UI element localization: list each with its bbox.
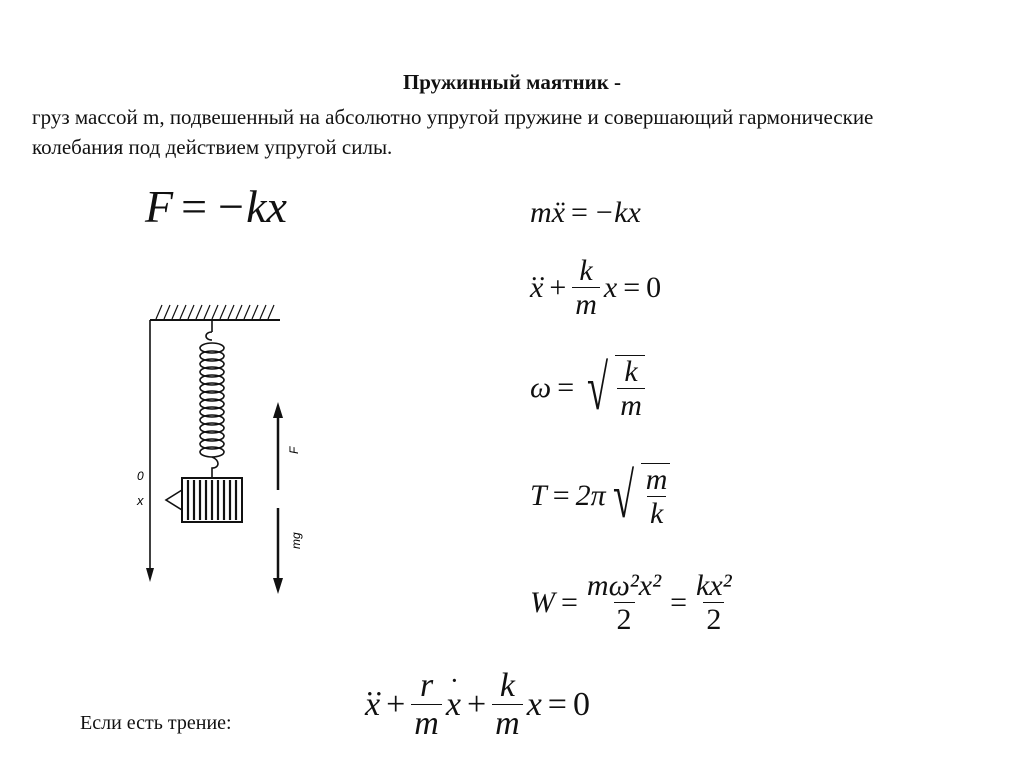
ceiling-hatch [156, 305, 274, 319]
newton-law-formula: mẍ = −kx [530, 196, 641, 229]
slide-description: груз массой m, подвешенный на абсолютно упругой пружине и совершающий гармонические колебания под действием упругой силы. [32, 105, 874, 159]
energy-formula: W = $\frac{\text{mω²x²}}{2}$ = $\frac{\text{kx²}}{2}$ [530, 569, 732, 636]
angular-frequency-formula: ω = √ $\frac{k}{m}$ [530, 355, 645, 422]
force-label: F [287, 446, 301, 454]
hooke-law-formula: F = −kx [145, 181, 287, 232]
period-formula: T = 2π √ $\frac{m}{k}$ [530, 463, 670, 530]
damped-oscillation-equation: ‥ x + $\frac{r}{m}$ ˙ x + $\frac{k}{m}$ x = 0 [365, 668, 590, 742]
weight-arrowhead [273, 578, 283, 594]
x-label: x [137, 493, 144, 508]
weight-label: mg [289, 532, 303, 549]
spring-pendulum-diagram [120, 290, 330, 600]
x-axis-arrowhead [146, 568, 154, 582]
force-arrowhead [273, 402, 283, 418]
oscillation-equation: ‥ x + $\frac{k}{m}$ x = 0 [530, 255, 661, 321]
spring [200, 320, 224, 478]
friction-caption: Если есть трение: [80, 712, 232, 734]
slide-title: Пружинный маятник - [402, 70, 622, 94]
origin-label: 0 [137, 469, 144, 483]
position-pointer [166, 490, 182, 510]
